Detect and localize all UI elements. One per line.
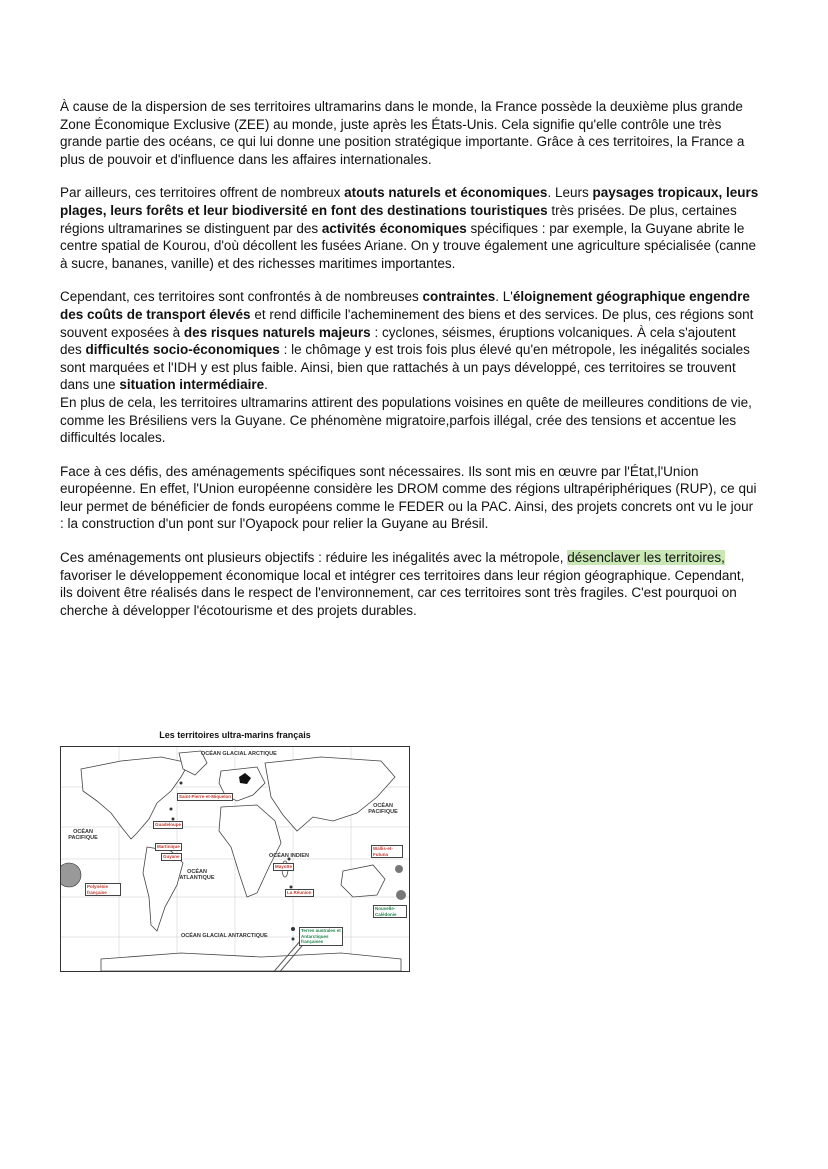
paragraph-atouts bbox=[60, 184, 760, 272]
territory-label: La Réunion bbox=[287, 890, 312, 895]
ocean-label: OCÉAN PACIFIQUE bbox=[68, 829, 98, 841]
territory-label: Polynésie française bbox=[85, 883, 121, 896]
text-run: favoriser le développement économique local et intégrer ces territoires dans leur région géographique. Cependant, ils doivent être réalisés dans le respect de l'environnement, car ces territoires sont très fragiles. C'est pourquoi on cherche à développer l'écotourisme et des projets durables. bbox=[60, 567, 745, 618]
paragraph-contraintes bbox=[60, 288, 760, 394]
document-body bbox=[60, 98, 760, 635]
text-run: Ces aménagements ont plusieurs objectifs : réduire les inégalités avec la métropole, bbox=[60, 550, 568, 566]
ocean-label: OCÉAN GLACIAL ARCTIQUE bbox=[201, 751, 277, 757]
territory-label: Martinique bbox=[157, 844, 180, 849]
text-run: Cependant, ces territoires sont confrontés à de nombreuses bbox=[60, 289, 423, 305]
bold-run: contraintes bbox=[422, 289, 496, 305]
bold-run: situation intermédiaire bbox=[119, 377, 265, 393]
text-run: très prisées. De plus, certaines régions ultramarines se distinguent par des bbox=[60, 202, 737, 236]
territory-label: Mayotte bbox=[275, 864, 293, 869]
bold-run: atouts naturels et économiques bbox=[344, 185, 548, 201]
text-run: : cyclones, séismes, éruptions volcaniques. À cela s'ajoutent des bbox=[60, 324, 736, 358]
text-run: Par ailleurs, ces territoires offrent de nombreux bbox=[60, 185, 345, 201]
text-run: . Leurs bbox=[547, 185, 593, 201]
paragraph-amenagements: Face à ces défis, des aménagements spécifiques sont nécessaires. Ils sont mis en œuvre par l'État,l'Union européenne. En effet, l'Union européenne considère les DROM comme des régions ultrapériphériques (RUP), ce qui leur permet de bénéficier de fonds européens comme le FEDER ou la PAC. Ainsi, des projets concrets ont vu le jour : la construction d'un pont sur l'Oyapock pour relier la Guyane au Brésil. bbox=[60, 463, 757, 532]
bold-run: paysages tropicaux, leurs plages, leurs forêts et leur biodiversité en font des destinations touristiques bbox=[60, 185, 759, 218]
territory-label: Nouvelle-Calédonie bbox=[373, 905, 407, 918]
territory-label: Guyane bbox=[163, 854, 180, 859]
territory-label: Guadeloupe bbox=[155, 822, 182, 827]
bold-run: activités économiques bbox=[321, 220, 467, 236]
bold-run: éloignement géographique engendre des coûts de transport élevés bbox=[60, 289, 750, 322]
ocean-label: OCÉAN GLACIAL ANTARCTIQUE bbox=[181, 933, 268, 939]
text-run: et rend difficile l'acheminement des biens et des services. De plus, ces régions sont souvent exposées à bbox=[60, 306, 754, 340]
paragraph-zee: À cause de la dispersion de ses territoires ultramarins dans le monde, la France possède la deuxième plus grande Zone Économique Exclusive (ZEE) au monde, juste après les États-Unis. Cela signifie qu'elle contrôle une très grande partie des océans, ce qui lui donne une position stratégique importante. Grâce à ces territoires, la France a plus de pouvoir et d'influence dans les affaires internationales. bbox=[60, 99, 745, 167]
territories-map bbox=[60, 726, 410, 972]
text-run: . bbox=[264, 377, 268, 393]
map-frame bbox=[60, 746, 410, 972]
text-run: : le chômage y est trois fois plus élevé qu'en métropole, les inégalités sociales sont marquées et l'IDH y est plus faible. Ainsi, bien que rattachés à un pays développé, ces territoires se trouvent dans une bbox=[60, 342, 750, 393]
territory-label: Saint-Pierre-et-Miquelon bbox=[179, 794, 232, 799]
text-run: . L' bbox=[495, 289, 513, 305]
territory-label: Wallis-et-Futuna bbox=[371, 845, 403, 858]
paragraph-objectifs bbox=[60, 549, 760, 619]
bold-run: des risques naturels majeurs bbox=[183, 324, 371, 340]
map-title: Les territoires ultra-marins français bbox=[159, 730, 311, 740]
territory-label: Terres australes et Antarctiques françaises bbox=[299, 927, 343, 946]
ocean-label: OCÉAN ATLANTIQUE bbox=[179, 869, 215, 881]
bold-run: difficultés socio-économiques bbox=[85, 342, 280, 358]
text-run: spécifiques : par exemple, la Guyane abrite le centre spatial de Kourou, d'où décollent les fusées Ariane. On y trouve également une agriculture spécialisée (canne à sucre, bananes, vanille) et des richesses maritimes importantes. bbox=[60, 220, 757, 271]
ocean-label: OCÉAN INDIEN bbox=[269, 853, 310, 859]
paragraph-migration: En plus de cela, les territoires ultramarins attirent des populations voisines en quête de meilleures conditions de vie, comme les Brésiliens vers la Guyane. Ce phénomène migratoire,parfois illégal, crée des tensions et accentue les difficultés locales. bbox=[60, 394, 752, 446]
highlighted-text: désenclaver les territoires, bbox=[567, 550, 725, 566]
ocean-label: OCÉAN PACIFIQUE bbox=[368, 803, 398, 815]
